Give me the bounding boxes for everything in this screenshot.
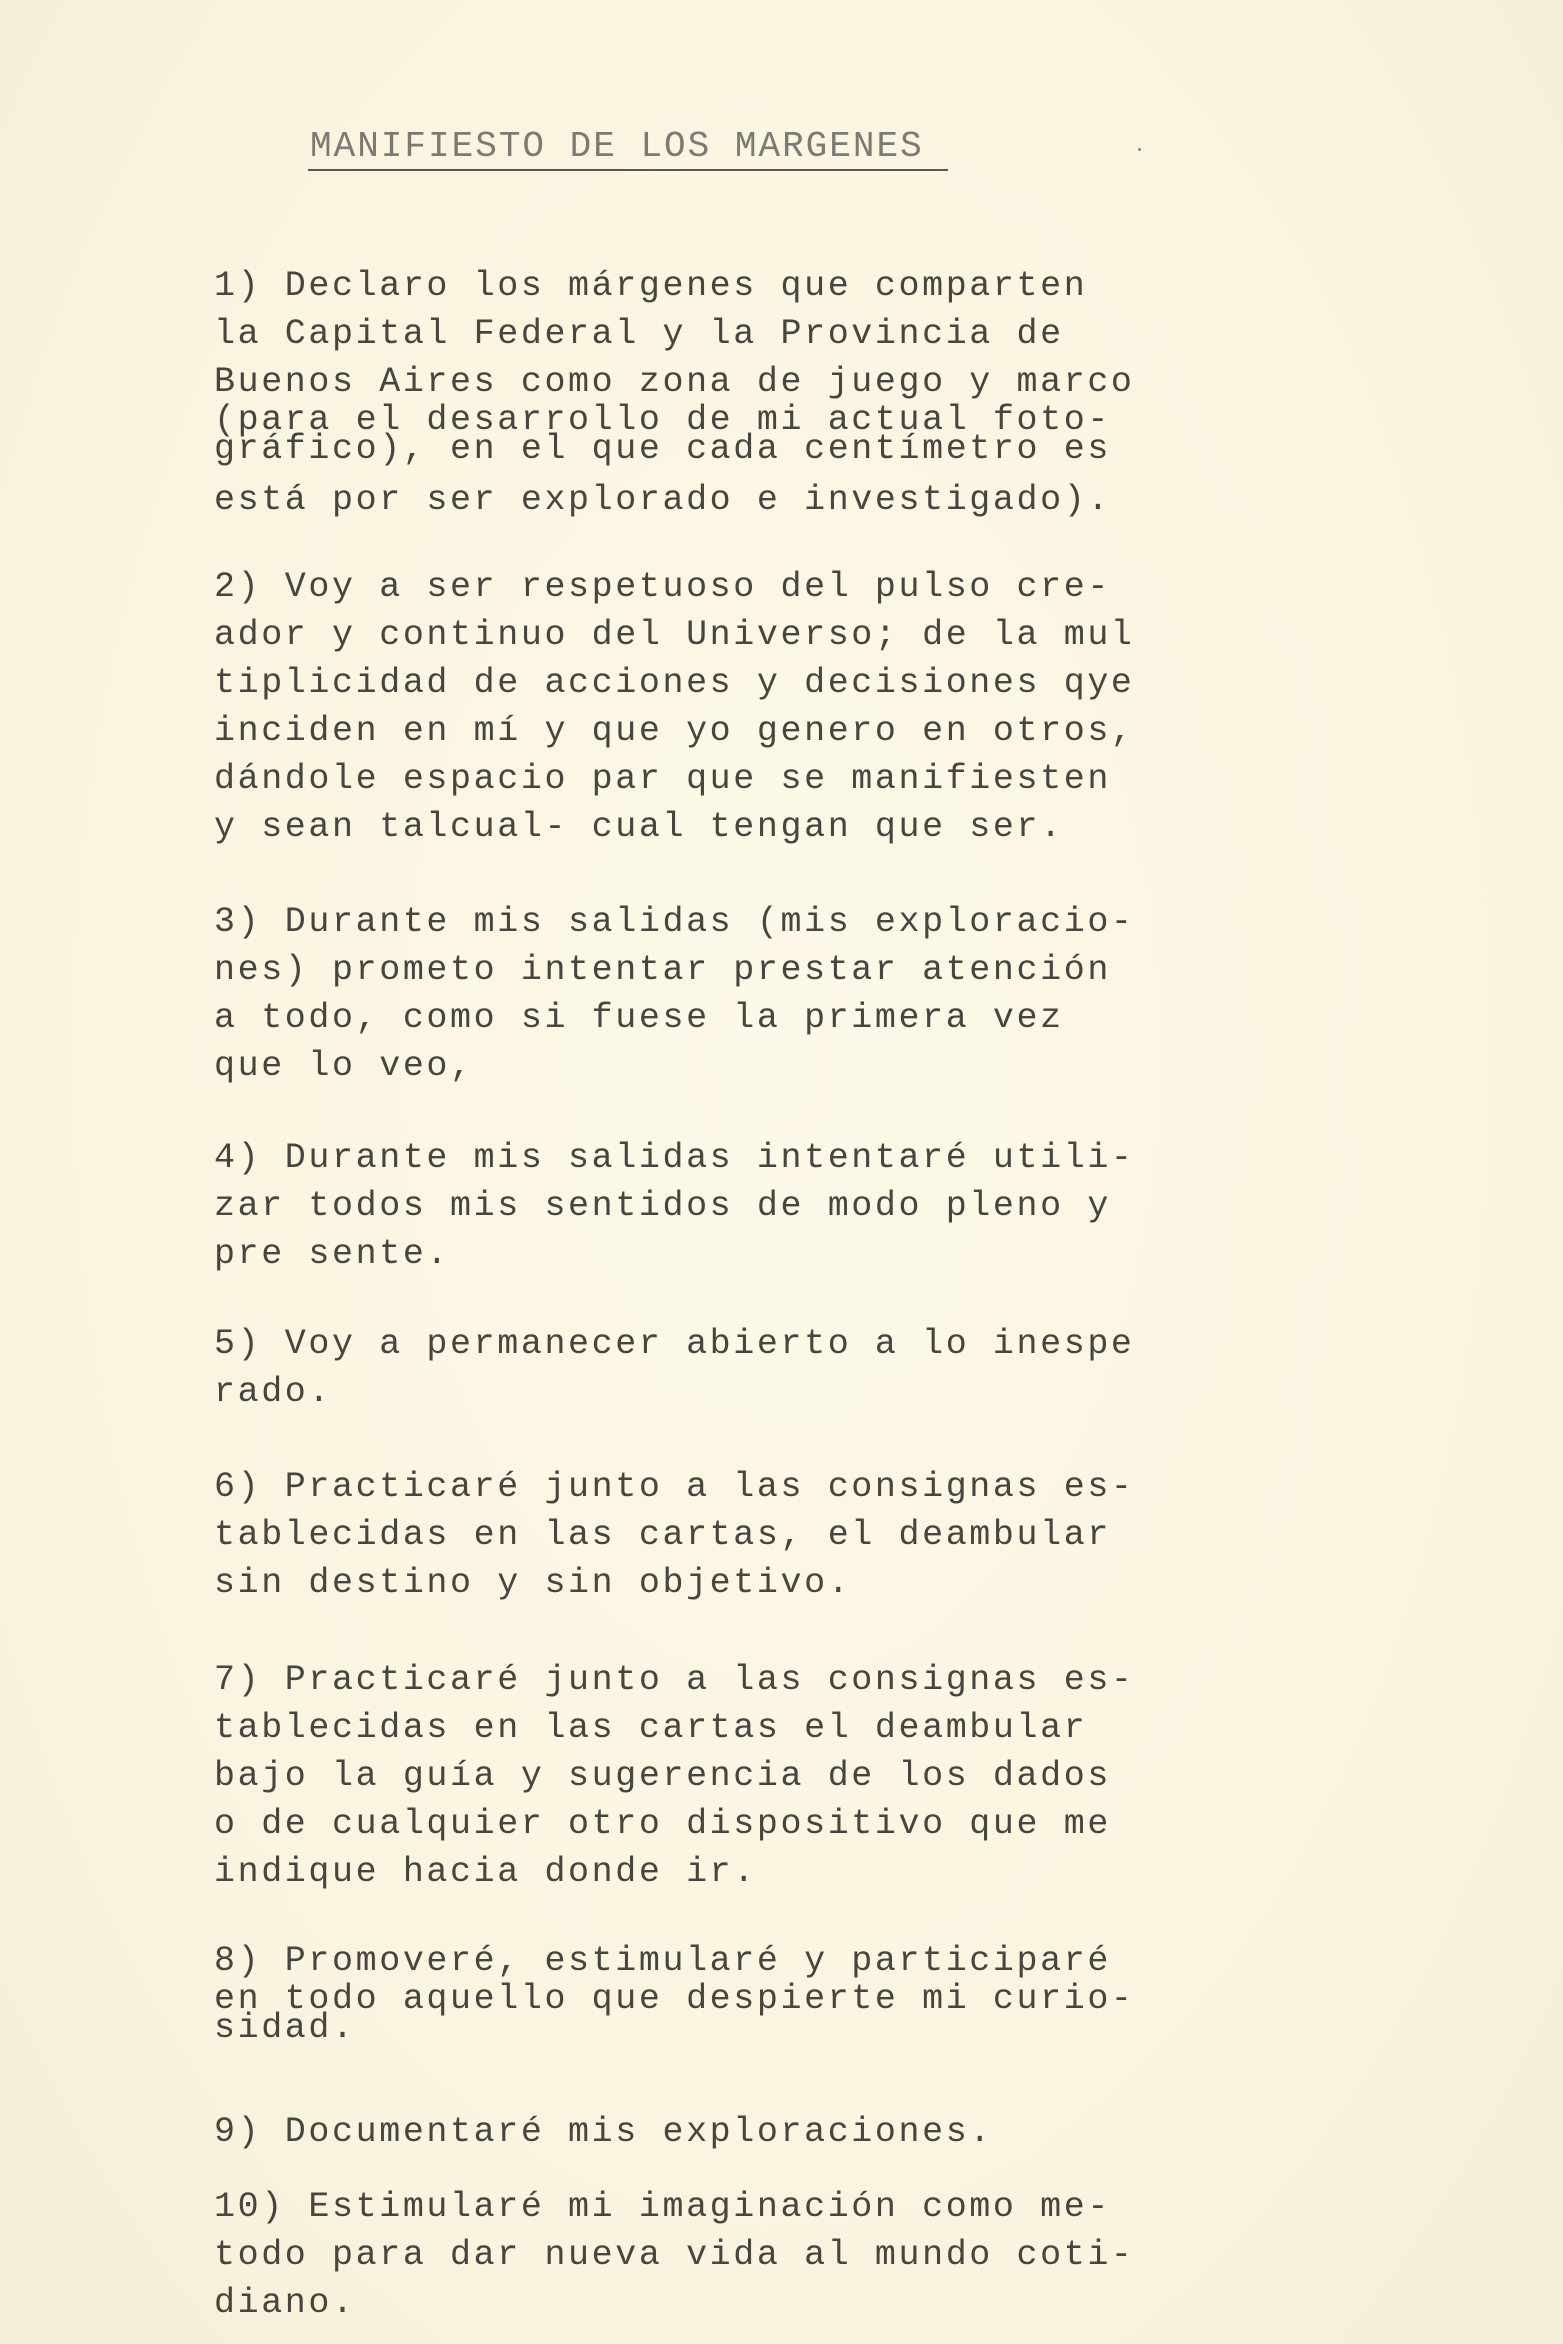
title-underline — [308, 169, 948, 171]
item-8-line-1: 8) Promoveré, estimularé y participaré — [214, 1941, 1111, 1981]
item-3-line-3: a todo, como si fuese la primera vez — [214, 998, 1064, 1038]
item-2-line-1: 2) Voy a ser respetuoso del pulso cre- — [214, 567, 1111, 607]
item-2-line-6: y sean talcual- cual tengan que ser. — [214, 807, 1064, 847]
list-item-1 — [214, 262, 1214, 524]
item-2-line-2: ador y continuo del Universo; de la mul — [214, 615, 1135, 655]
item-5-line-2: rado. — [214, 1372, 333, 1412]
item-10-line-2: todo para dar nueva vida al mundo coti- — [214, 2235, 1135, 2275]
item-5-line-1: 5) Voy a permanecer abierto a lo inespe — [214, 1324, 1135, 1364]
list-item-2 — [214, 563, 1214, 851]
item-3-line-1: 3) Durante mis salidas (mis exploracio- — [214, 902, 1135, 942]
page-title: MANIFIESTO DE LOS MARGENES — [310, 126, 924, 167]
item-2-line-4: inciden en mí y que yo genero en otros, — [214, 711, 1135, 751]
item-2-line-3: tiplicidad de acciones y decisiones qye — [214, 663, 1135, 703]
item-7-line-4: o de cualquier otro dispositivo que me — [214, 1804, 1111, 1844]
list-item-10 — [214, 2183, 1214, 2327]
item-7-line-1: 7) Practicaré junto a las consignas es- — [214, 1660, 1135, 1700]
item-6-line-3: sin destino y sin objetivo. — [214, 1563, 852, 1603]
item-3-line-2: nes) prometo intentar prestar atención — [214, 950, 1111, 990]
item-7-line-3: bajo la guía y sugerencia de los dados — [214, 1756, 1111, 1796]
list-item-9 — [214, 2108, 1214, 2156]
item-4-line-2: zar todos mis sentidos de modo pleno y — [214, 1186, 1111, 1226]
item-3-line-4: que lo veo, — [214, 1046, 474, 1086]
item-2-line-5: dándole espacio par que se manifiesten — [214, 759, 1111, 799]
item-4-line-3: pre sente. — [214, 1234, 451, 1274]
item-9-line-1: 9) Documentaré mis exploraciones. — [214, 2112, 993, 2152]
list-item-4 — [214, 1134, 1214, 1278]
speck-mark — [1138, 148, 1141, 151]
item-6-line-1: 6) Practicaré junto a las consignas es- — [214, 1467, 1135, 1507]
list-item-5 — [214, 1320, 1214, 1416]
list-item-3 — [214, 898, 1214, 1090]
item-4-line-1: 4) Durante mis salidas intentaré utili- — [214, 1138, 1135, 1178]
list-item-8 — [214, 1937, 1214, 2048]
item-8-line-2: en todo aquello que despierte mi curio- — [214, 1979, 1135, 2019]
item-1-line-6: está por ser explorado e investigado). — [214, 480, 1111, 520]
item-10-line-1: 10) Estimularé mi imaginación como me- — [214, 2187, 1111, 2227]
list-item-7 — [214, 1656, 1214, 1896]
item-1-line-1: 1) Declaro los márgenes que comparten — [214, 266, 1088, 306]
item-6-line-2: tablecidas en las cartas, el deambular — [214, 1515, 1111, 1555]
item-8-line-3: sidad. — [214, 2008, 356, 2048]
item-1-line-4: (para el desarrollo de mi actual foto- — [214, 400, 1111, 440]
item-7-line-2: tablecidas en las cartas el deambular — [214, 1708, 1088, 1748]
item-1-line-2: la Capital Federal y la Provincia de — [214, 314, 1064, 354]
item-1-line-5: gráfico), en el que cada centímetro es — [214, 429, 1111, 469]
item-10-line-3: diano. — [214, 2283, 356, 2323]
list-item-6 — [214, 1463, 1214, 1607]
item-7-line-5: indique hacia donde ir. — [214, 1852, 757, 1892]
item-1-line-3: Buenos Aires como zona de juego y marco — [214, 362, 1135, 402]
